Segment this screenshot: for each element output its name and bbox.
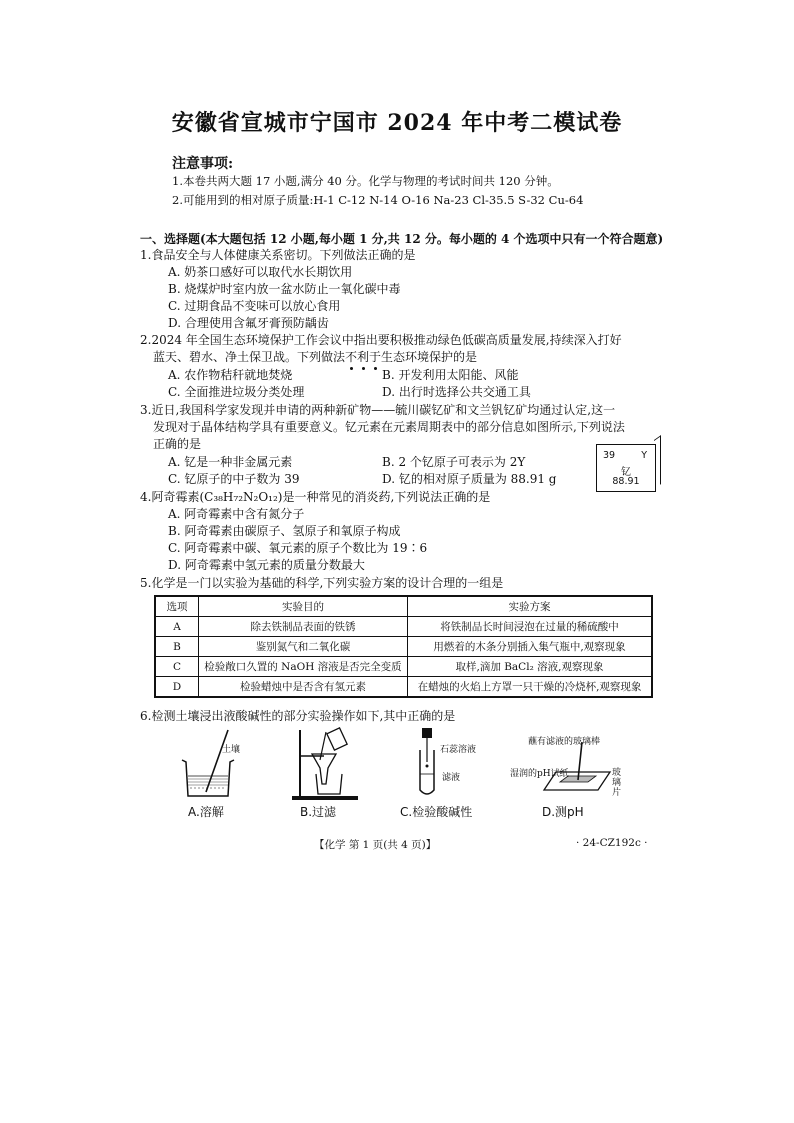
section-heading: 一、选择题(本大题包括 12 小题,每小题 1 分,共 12 分。每小题的 4 个选项中只有一个符合题意) (140, 232, 664, 246)
q2-option-a: A. 农作物秸秆就地焚烧 (168, 368, 293, 382)
q1-option-c: C. 过期食品不变味可以放心食用 (168, 299, 341, 313)
caption-a: A.溶解 (188, 805, 224, 819)
q3-option-c: C. 钇原子的中子数为 39 (168, 472, 300, 486)
table-cell: 除去铁制品表面的铁锈 (199, 617, 408, 637)
table-cell: 检验敞口久置的 NaOH 溶液是否完全变质 (199, 657, 408, 677)
q3-stem-1: 3.近日,我国科学家发现并申请的两种新矿物——毓川碳钇矿和文兰钒钇矿均通过认定,这一 (140, 403, 616, 417)
table-header: 实验目的 (199, 596, 408, 617)
table-header: 实验方案 (408, 596, 653, 617)
q4-option-a: A. 阿奇霉素中含有氮分子 (168, 507, 305, 521)
q2-option-b: B. 开发利用太阳能、风能 (382, 368, 519, 382)
element-name: 钇 (621, 467, 631, 478)
table-cell: C (155, 657, 199, 677)
litmus-label: 石蕊溶液 (440, 745, 477, 755)
table-cell: 将铁制品长时间浸泡在过量的稀硫酸中 (408, 617, 653, 637)
q2-stem-1: 2.2024 年全国生态环境保护工作会议中指出要积极推动绿色低碳高质量发展,持续深入打好 (140, 333, 622, 347)
emphasis-dot (362, 367, 365, 370)
rod-label: 蘸有滤液的玻璃棒 (528, 737, 601, 747)
q1-option-a: A. 奶茶口感好可以取代水长期饮用 (168, 265, 353, 279)
q3-option-b: B. 2 个钇原子可表示为 2Y (382, 455, 526, 469)
paper-code: · 24-CZ192c · (576, 837, 648, 849)
q3-stem-3: 正确的是 (153, 437, 202, 451)
atomic-mass: 88.91 (612, 476, 640, 487)
q5-table (154, 595, 653, 698)
table-cell: 在蜡烛的火焰上方罩一只干燥的冷烧杯,观察现象 (408, 677, 653, 698)
q1-option-d: D. 合理使用含氟牙膏预防龋齿 (168, 316, 329, 330)
q4-stem: 4.阿奇霉素(C₃₈H₇₂N₂O₁₂)是一种常见的消炎药,下列说法正确的是 (140, 490, 491, 504)
table-row (155, 637, 652, 657)
q6-stem: 6.检测土壤浸出液酸碱性的部分实验操作如下,其中正确的是 (140, 709, 456, 723)
test-tube-figure (414, 728, 444, 800)
q1-option-b: B. 烧煤炉时室内放一盆水防止一氧化碳中毒 (168, 282, 401, 296)
soil-label: 土壤 (222, 745, 241, 755)
table-cell: D (155, 677, 199, 698)
q5-stem: 5.化学是一门以实验为基础的科学,下列实验方案的设计合理的一组是 (140, 576, 504, 590)
q2-option-c: C. 全面推进垃圾分类处理 (168, 385, 305, 399)
notice-line-2: 2.可能用到的相对原子质量:H-1 C-12 N-14 O-16 Na-23 Cl-35.5 S-32 Cu-64 (172, 193, 584, 207)
table-header: 选项 (155, 596, 199, 617)
q2-stem-2: 蓝天、碧水、净土保卫战。下列做法不利于生态环境保护的是 (153, 350, 478, 364)
q4-option-c: C. 阿奇霉素中碳、氧元素的原子个数比为 19∶6 (168, 541, 428, 555)
q1-stem: 1.食品安全与人体健康关系密切。下列做法正确的是 (140, 248, 416, 262)
table-cell: 检验蜡烛中是否含有氢元素 (199, 677, 408, 698)
caption-d: D.测pH (542, 805, 584, 819)
q3-option-a: A. 钇是一种非金属元素 (168, 455, 293, 469)
table-cell: 用燃着的木条分别插入集气瓶中,观察现象 (408, 637, 653, 657)
atomic-number: 39 (603, 450, 616, 461)
page-footer: 【化学 第 1 页(共 4 页)】 (314, 839, 437, 851)
filtrate-label: 滤液 (442, 773, 461, 783)
q3-stem-2: 发现对于晶体结构学具有重要意义。钇元素在元素周期表中的部分信息如图所示,下列说法 (153, 420, 625, 434)
q2-option-d: D. 出行时选择公共交通工具 (382, 385, 531, 399)
filtration-figure (290, 726, 370, 802)
element-card (596, 444, 656, 492)
notice-line-1: 1.本卷共两大题 17 小题,满分 40 分。化学与物理的考试时间共 120 分钟。 (172, 174, 559, 188)
table-row (155, 657, 652, 677)
glass-label: 玻璃片 (612, 768, 622, 798)
table-cell: B (155, 637, 199, 657)
table-row (155, 617, 652, 637)
emphasis-dot (374, 367, 377, 370)
q3-option-d: D. 钇的相对原子质量为 88.91 g (382, 472, 557, 486)
table-cell: A (155, 617, 199, 637)
table-header-row (155, 596, 652, 617)
table-cell: 鉴别氮气和二氧化碳 (199, 637, 408, 657)
notice-heading: 注意事项: (172, 156, 234, 172)
caption-c: C.检验酸碱性 (400, 805, 473, 819)
caption-b: B.过滤 (300, 805, 337, 819)
table-row (155, 677, 652, 698)
wet-paper-label: 湿润的pH试纸 (510, 769, 569, 779)
dissolve-figure (176, 728, 246, 800)
table-cell: 取样,滴加 BaCl₂ 溶液,观察现象 (408, 657, 653, 677)
element-symbol: Y (641, 450, 647, 461)
page-title: 安徽省宣城市宁国市 2024 年中考二模试卷 (171, 110, 623, 136)
q4-option-d: D. 阿奇霉素中氢元素的质量分数最大 (168, 558, 365, 572)
emphasis-dot (350, 367, 353, 370)
q4-option-b: B. 阿奇霉素由碳原子、氢原子和氧原子构成 (168, 524, 401, 538)
